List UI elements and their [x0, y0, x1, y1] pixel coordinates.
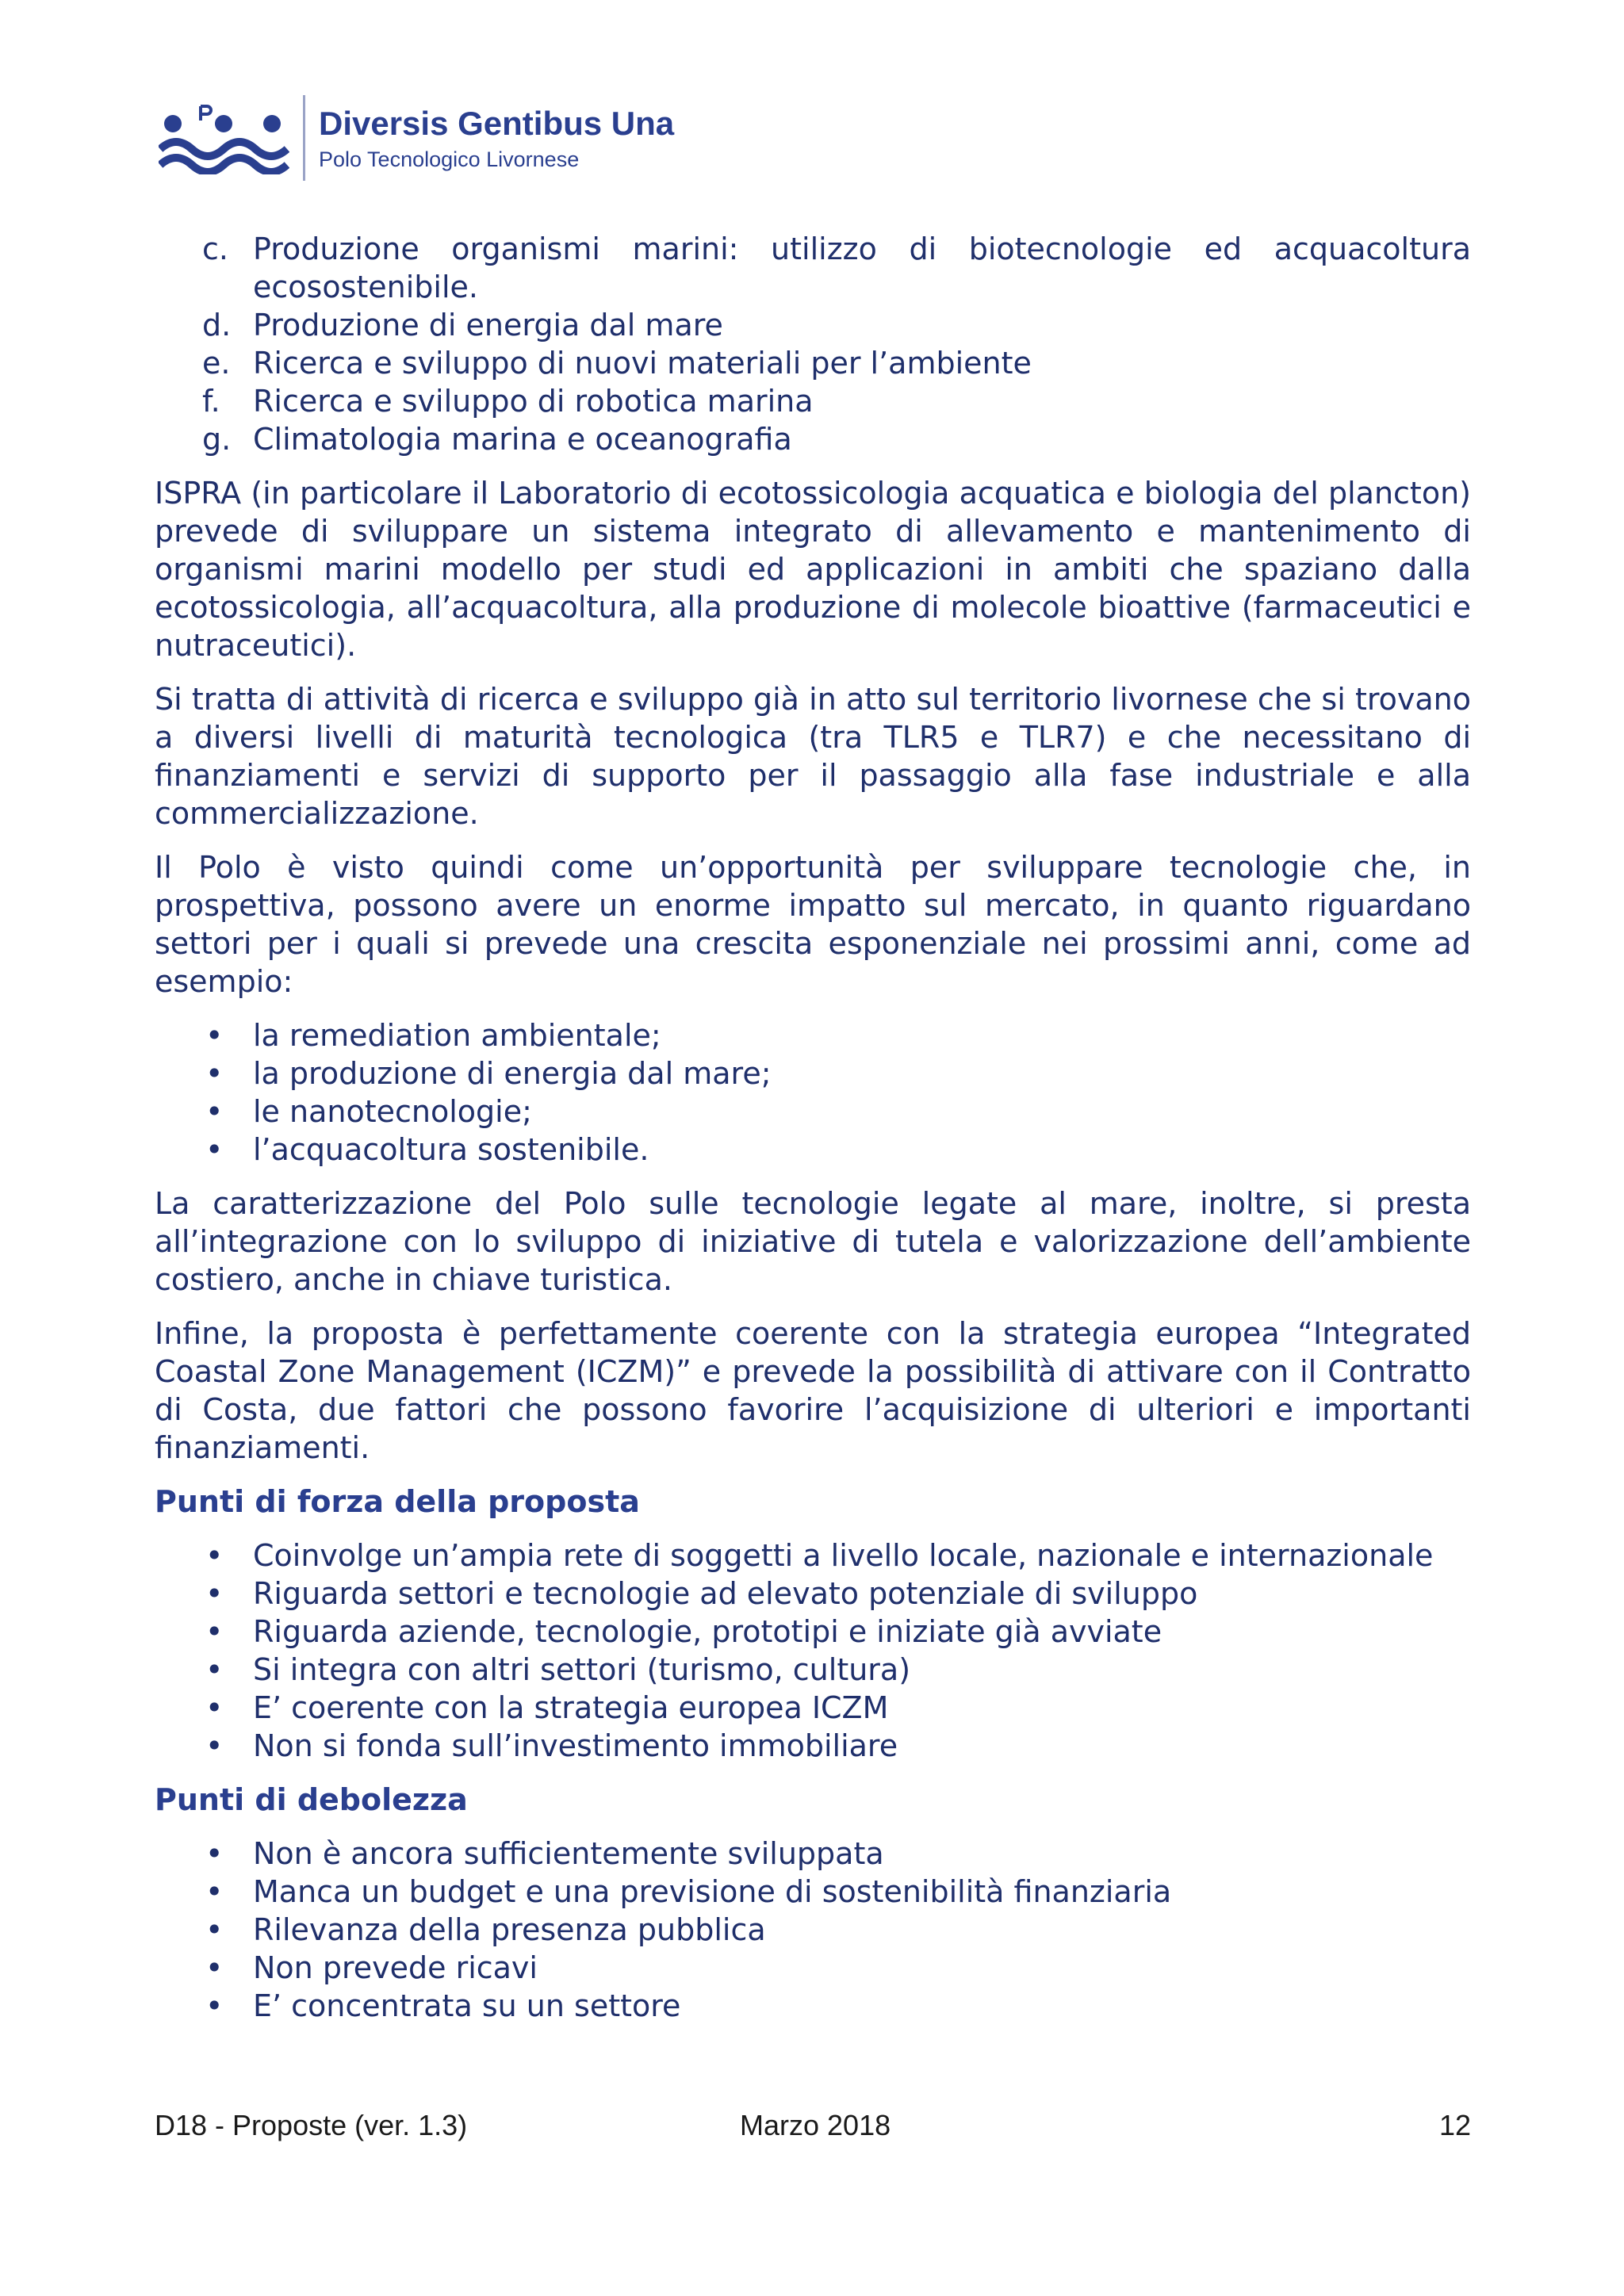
list-item	[155, 420, 1471, 458]
list-item-text: Produzione di energia dal mare	[253, 308, 723, 342]
waves-dots-logo-icon	[159, 103, 289, 174]
list-item	[155, 1987, 1471, 2025]
list-marker: f.	[202, 384, 220, 419]
list-item-text: Si integra con altri settori (turismo, cultura)	[253, 1652, 911, 1687]
page-header	[159, 95, 872, 182]
logo-title: Diversis Gentibus Una	[319, 105, 675, 142]
bullet-icon: •	[205, 1988, 224, 2023]
list-item-text: Non si fonda sull’investimento immobiliare	[253, 1728, 898, 1763]
footer-document-label: D18 - Proposte (ver. 1.3)	[155, 2109, 468, 2141]
list-item-text: l’acquacoltura sostenibile.	[253, 1132, 649, 1167]
bullet-icon: •	[205, 1538, 224, 1573]
bullet-icon: •	[205, 1912, 224, 1947]
list-item-text: Manca un budget e una previsione di sostenibilità finanziaria	[253, 1874, 1172, 1909]
list-item	[155, 1016, 1471, 1054]
list-marker: d.	[202, 308, 232, 342]
list-item-text: Climatologia marina e oceanografia	[253, 422, 792, 457]
bullet-icon: •	[205, 1950, 224, 1985]
list-item-text: le nanotecnologie;	[253, 1094, 532, 1129]
list-item	[155, 1727, 1471, 1765]
list-item	[155, 1131, 1471, 1169]
list-item	[155, 1093, 1471, 1131]
list-marker: g.	[202, 422, 232, 457]
bullet-icon: •	[205, 1874, 224, 1909]
footer-date: Marzo 2018	[740, 2109, 891, 2141]
list-item	[155, 1911, 1471, 1949]
list-marker: e.	[202, 346, 231, 381]
list-item-text: Non prevede ricavi	[253, 1950, 538, 1985]
list-item	[155, 1536, 1471, 1575]
weaknesses-list	[155, 1835, 1471, 2025]
list-item-text: Ricerca e sviluppo di robotica marina	[253, 384, 814, 419]
logo-subtitle: Polo Tecnologico Livornese	[319, 147, 580, 171]
bullet-icon: •	[205, 1614, 224, 1649]
list-item-text: E’ concentrata su un settore	[253, 1988, 681, 2023]
list-item	[155, 306, 1471, 344]
bullet-list	[155, 1016, 1471, 1169]
strengths-list	[155, 1536, 1471, 1765]
list-item-text: Coinvolge un’ampia rete di soggetti a livello locale, nazionale e internazionale	[253, 1538, 1434, 1573]
bullet-icon: •	[205, 1690, 224, 1725]
list-item-text: Riguarda settori e tecnologie ad elevato potenziale di sviluppo	[253, 1576, 1198, 1611]
list-item	[155, 382, 1471, 420]
paragraph: Infine, la proposta è perfettamente coerente con la strategia europea “Integrated Coastal Zone Management (ICZM)” e prevede la possibilità di attivare con il Contratto di Costa, due fattori che possono favorire l’acquisizione di ulteriori e importanti finanziamenti.	[155, 1316, 1471, 1465]
list-item	[155, 1949, 1471, 1987]
list-item-text: Riguarda aziende, tecnologie, prototipi e iniziate già avviate	[253, 1614, 1162, 1649]
list-item-text: Rilevanza della presenza pubblica	[253, 1912, 766, 1947]
bullet-icon: •	[205, 1836, 224, 1871]
bullet-icon: •	[205, 1132, 224, 1167]
bullet-icon: •	[205, 1576, 224, 1611]
list-item-text: la produzione di energia dal mare;	[253, 1056, 772, 1091]
list-item	[155, 1689, 1471, 1727]
list-item-text: la remediation ambientale;	[253, 1018, 661, 1053]
paragraph: ISPRA (in particolare il Laboratorio di ecotossicologia acquatica e biologia del plancton) prevede di sviluppare un sistema integrato di allevamento e mantenimento di organismi marini modello per studi ed applicazioni in ambiti che spaziano dalla ecotossicologia, all’acquacoltura, alla produzione di molecole bioattive (farmaceutici e nutraceutici).	[155, 476, 1471, 663]
list-item-text: Ricerca e sviluppo di nuovi materiali per l’ambiente	[253, 346, 1032, 381]
lettered-list	[155, 230, 1471, 458]
list-item-text: Non è ancora sufficientemente sviluppata	[253, 1836, 884, 1871]
bullet-icon: •	[205, 1018, 224, 1053]
paragraph: Si tratta di attività di ricerca e sviluppo già in atto sul territorio livornese che si trovano a diversi livelli di maturità tecnologica (tra TLR5 e TLR7) e che necessitano di finanziamenti e servizi di supporto per il passaggio alla fase industriale e alla commercializzazione.	[155, 682, 1471, 831]
list-marker: c.	[202, 232, 228, 266]
list-item	[155, 1575, 1471, 1613]
list-item	[155, 1054, 1471, 1093]
paragraph: Il Polo è visto quindi come un’opportunità per sviluppare tecnologie che, in prospettiva, possono avere un enorme impatto sul mercato, in quanto riguardano settori per i quali si prevede una crescita esponenziale nei prossimi anni, come ad esempio:	[155, 850, 1471, 999]
section-title-weaknesses: Punti di debolezza	[155, 1782, 468, 1817]
list-item	[155, 1651, 1471, 1689]
bullet-icon: •	[205, 1094, 224, 1129]
list-item	[155, 230, 1471, 306]
list-item-text: E’ coerente con la strategia europea ICZM	[253, 1690, 889, 1725]
list-item	[155, 1835, 1471, 1873]
list-item	[155, 344, 1471, 382]
page-content	[155, 230, 1471, 2041]
section-title-strengths: Punti di forza della proposta	[155, 1484, 640, 1519]
logo-divider	[303, 95, 305, 181]
bullet-icon: •	[205, 1056, 224, 1091]
paragraph: La caratterizzazione del Polo sulle tecnologie legate al mare, inoltre, si presta all’integrazione con lo sviluppo di iniziative di tutela e valorizzazione dell’ambiente costiero, anche in chiave turistica.	[155, 1186, 1471, 1297]
bullet-icon: •	[205, 1728, 224, 1763]
page-footer	[155, 2109, 1471, 2147]
list-item	[155, 1613, 1471, 1651]
page-number: 12	[1438, 2109, 1471, 2141]
list-item	[155, 1873, 1471, 1911]
bullet-icon: •	[205, 1652, 224, 1687]
list-item-text: Produzione organismi marini: utilizzo di biotecnologie ed acquacoltura ecosostenibile.	[253, 232, 1471, 304]
